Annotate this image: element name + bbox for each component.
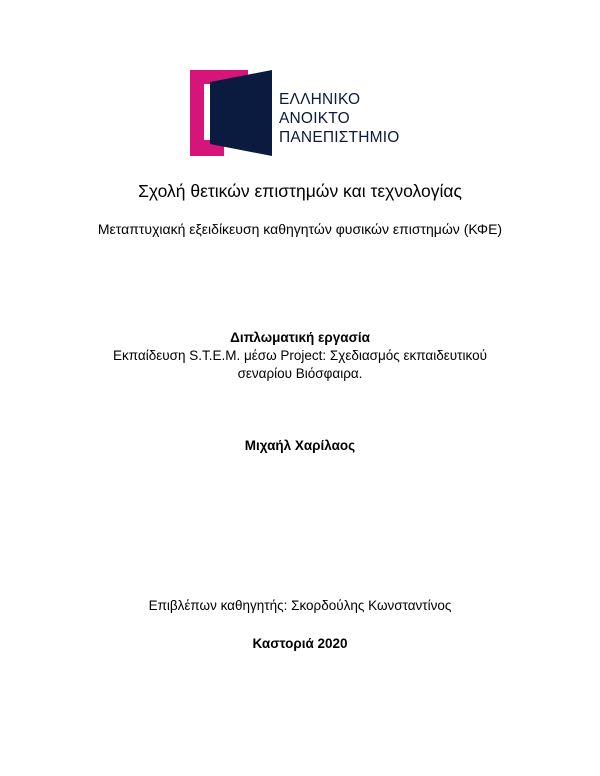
thesis-title-line-1: Εκπαίδευση S.T.E.M. μέσω Project: Σχεδιασμός εκπαιδευτικού — [113, 348, 487, 363]
logo-line-1: ΕΛΛΗΝΙΚΟ — [279, 91, 361, 108]
logo-mark-icon — [190, 70, 272, 156]
logo-wordmark — [279, 90, 399, 147]
logo-line-3: ΠΑΝΕΠΙΣΤΗΜΙΟ — [279, 129, 400, 146]
logo-line-2: ΑΝΟΙΚΤΟ — [279, 110, 350, 127]
university-logo — [190, 70, 420, 156]
place-and-year: Καστοριά 2020 — [252, 636, 348, 651]
thesis-title-line-2: σεναρίου Βιόσφαιρα. — [237, 366, 363, 381]
thesis-label: Διπλωματική εργασία — [230, 330, 370, 345]
program-name: Μεταπτυχιακή εξειδίκευση καθηγητών φυσικών επιστημών (ΚΦΕ) — [97, 221, 503, 237]
author-name: Μιχαήλ Χαρίλαος — [244, 438, 356, 453]
school-name: Σχολή θετικών επιστημών και τεχνολογίας — [138, 181, 462, 201]
supervisor-line: Επιβλέπων καθηγητής: Σκορδούλης Κωνσταντίνος — [148, 598, 452, 613]
